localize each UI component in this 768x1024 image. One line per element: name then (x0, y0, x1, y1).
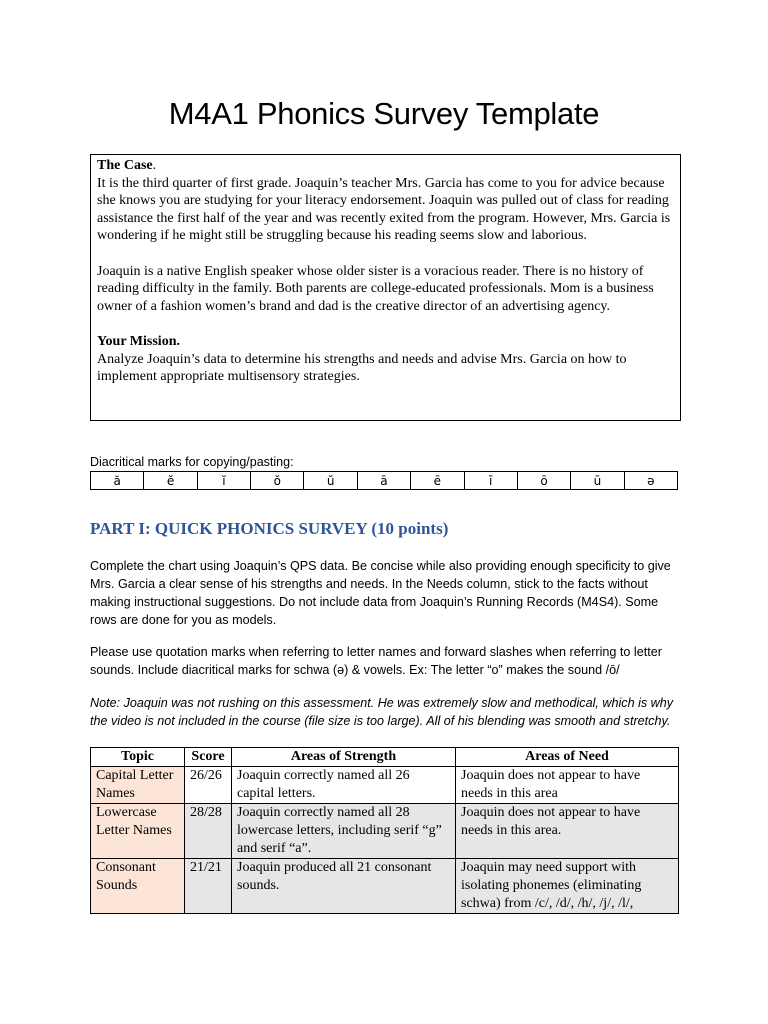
strength-cell: Joaquin produced all 21 consonant sounds. (232, 859, 456, 914)
diacritic-cell: ĕ (144, 472, 197, 490)
diacritic-cell: ē (411, 472, 464, 490)
header-score: Score (185, 748, 232, 767)
diacritics-row (91, 472, 678, 490)
topic-cell: Lowercase Letter Names (91, 804, 185, 859)
need-cell: Joaquin may need support with isolating phonemes (eliminating schwa) from /c/, /d/, /h/, /j/, /l/, (456, 859, 679, 914)
case-heading: The Case (97, 158, 153, 173)
diacritic-cell: ū (571, 472, 624, 490)
mission-heading: Your Mission. (97, 333, 180, 349)
header-topic: Topic (91, 748, 185, 767)
diacritic-cell: ŏ (251, 472, 304, 490)
header-strength: Areas of Strength (232, 748, 456, 767)
page-title: M4A1 Phonics Survey Template (168, 96, 600, 131)
diacritic-cell: ŭ (304, 472, 357, 490)
part-heading: PART I: QUICK PHONICS SURVEY (10 points) (90, 519, 449, 538)
table-header-row (91, 748, 679, 767)
case-box (90, 154, 681, 421)
diacritics-table (90, 471, 678, 490)
need-cell: Joaquin does not appear to have needs in this area (456, 767, 679, 804)
case-heading-line (97, 157, 674, 175)
score-cell: 26/26 (185, 767, 232, 804)
diacritic-cell: ă (91, 472, 144, 490)
mission-heading-line (97, 333, 674, 351)
mission-text: Analyze Joaquin’s data to determine his strengths and needs and advise Mrs. Garcia on how to implement appropriate multisensory strategies. (97, 351, 627, 385)
diacritic-cell: ō (517, 472, 570, 490)
diacritic-cell: ə (624, 472, 677, 490)
score-cell: 28/28 (185, 804, 232, 859)
case-paragraph-1: It is the third quarter of first grade. Joaquin’s teacher Mrs. Garcia has come to you for advice because she knows you are studying for your literacy endorsement. Joaquin was pulled out of class for reading assistance the first half of the year and was recently exited from the program. However, Mrs. Garcia is wondering if he might still be struggling because his reading seems slow and laborious. (97, 175, 671, 244)
italic-note: Note: Joaquin was not rushing on this assessment. He was extremely slow and methodical, which is why the video is not included in the course (file size is too large). All of his blending was smooth and stretchy. (90, 696, 674, 728)
header-need: Areas of Need (456, 748, 679, 767)
quotation-note: Please use quotation marks when referring to letter names and forward slashes when referring to letter sounds. Include diacritical marks for schwa (ə) & vowels. Ex: The letter “o” makes the sound /ō/ (90, 645, 662, 677)
case-heading-period: . (152, 158, 157, 173)
diacritic-cell: ā (357, 472, 410, 490)
strength-cell: Joaquin correctly named all 28 lowercase letters, including serif “g” and serif “a”. (232, 804, 456, 859)
topic-cell: Capital Letter Names (91, 767, 185, 804)
table-row (91, 859, 679, 914)
need-cell: Joaquin does not appear to have needs in this area. (456, 804, 679, 859)
case-paragraph-2: Joaquin is a native English speaker whose older sister is a voracious reader. There is no history of reading difficulty in the family. Both parents are college-educated professionals. Mom is a business owner of a fashion women’s brand and dad is the creative director of an advertising agency. (97, 263, 654, 314)
diacritic-cell: ĭ (197, 472, 250, 490)
diacritics-label: Diacritical marks for copying/pasting: (90, 455, 294, 469)
strength-cell: Joaquin correctly named all 26 capital letters. (232, 767, 456, 804)
instructions-paragraph: Complete the chart using Joaquin’s QPS data. Be concise while also providing enough specificity to give Mrs. Garcia a clear sense of his strengths and needs. In the Needs column, stick to the facts without making instructional suggestions. Do not include data from Joaquin’s Running Records (M4S4). Some rows are done for you as models. (90, 559, 671, 627)
table-row (91, 767, 679, 804)
qps-table (90, 747, 679, 914)
score-cell: 21/21 (185, 859, 232, 914)
topic-cell: Consonant Sounds (91, 859, 185, 914)
table-row (91, 804, 679, 859)
diacritic-cell: ī (464, 472, 517, 490)
